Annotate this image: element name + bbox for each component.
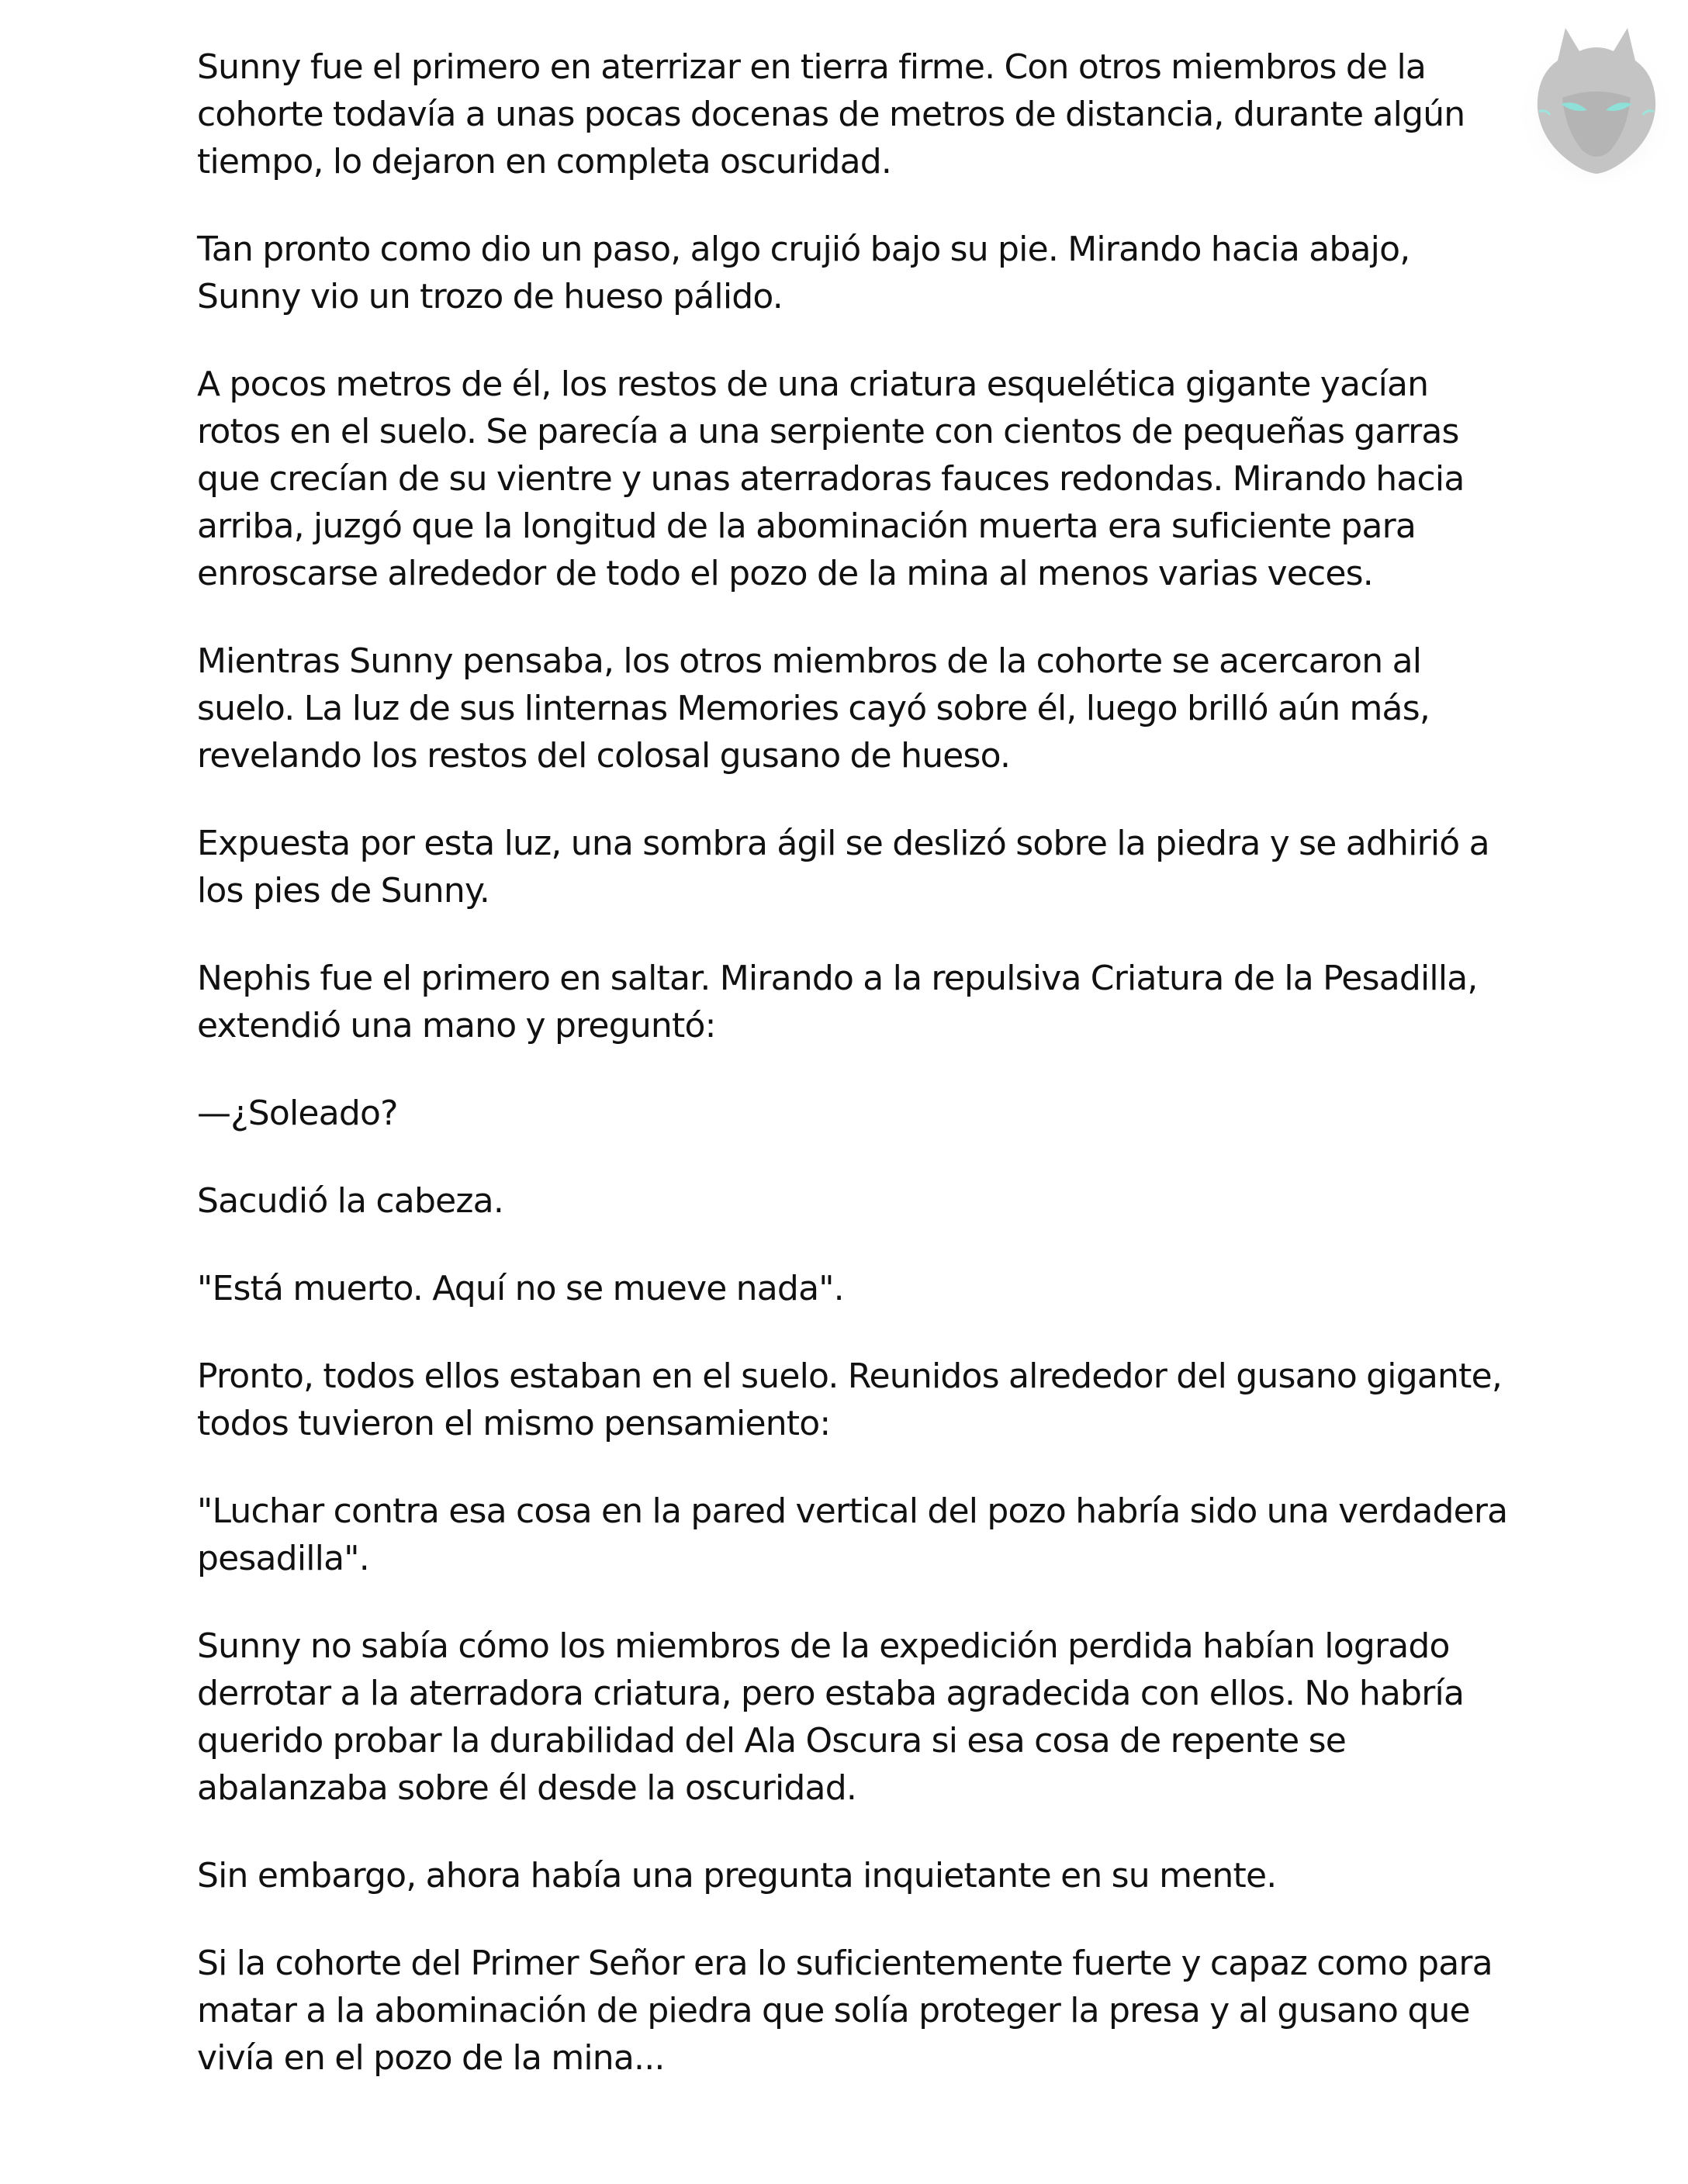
- paragraph: Si la cohorte del Primer Señor era lo suficientemente fuerte y capaz como para matar a la abominación de piedra que solía proteger la presa y al gusano que vivía en el pozo de la mina...: [197, 1944, 1493, 2078]
- paragraph: Mientras Sunny pensaba, los otros miembros de la cohorte se acercaron al suelo. La luz de sus linternas Memories cayó sobre él, luego brilló aún más, revelando los restos del colosal gusano de hueso.: [197, 641, 1430, 776]
- demon-head-icon: [1519, 14, 1674, 185]
- paragraph: Sin embargo, ahora había una pregunta inquietante en su mente.: [197, 1856, 1277, 1895]
- demon-head-watermark-icon: [1519, 14, 1674, 185]
- paragraph: Expuesta por esta luz, una sombra ágil se deslizó sobre la piedra y se adhirió a los pies de Sunny.: [197, 824, 1489, 911]
- paragraph: —¿Soleado?: [197, 1094, 398, 1133]
- document-body: [197, 43, 1516, 2122]
- paragraph: Sunny no sabía cómo los miembros de la expedición perdida habían logrado derrotar a la aterradora criatura, pero estaba agradecida con ellos. No habría querido probar la durabilidad del Ala Oscura si esa cosa de repente se abalanzaba sobre él desde la oscuridad.: [197, 1626, 1465, 1808]
- paragraph: A pocos metros de él, los restos de una criatura esquelética gigante yacían rotos en el suelo. Se parecía a una serpiente con cientos de pequeñas garras que crecían de su vientre y unas aterradoras fauces redondas. Mirando hacia arriba, juzgó que la longitud de la abominación muerta era suficiente para enroscarse alrededor de todo el pozo de la mina al menos varias veces.: [197, 365, 1465, 593]
- paragraph: Tan pronto como dio un paso, algo crujió bajo su pie. Mirando hacia abajo, Sunny vio un trozo de hueso pálido.: [197, 230, 1410, 316]
- paragraph: Sunny fue el primero en aterrizar en tierra firme. Con otros miembros de la cohorte todavía a unas pocas docenas de metros de distancia, durante algún tiempo, lo dejaron en completa oscuridad.: [197, 47, 1465, 181]
- paragraph: "Luchar contra esa cosa en la pared vertical del pozo habría sido una verdadera pesadilla".: [197, 1491, 1508, 1578]
- paragraph: "Está muerto. Aquí no se mueve nada".: [197, 1269, 844, 1308]
- paragraph: Nephis fue el primero en saltar. Mirando a la repulsiva Criatura de la Pesadilla, extendió una mano y preguntó:: [197, 959, 1478, 1045]
- paragraph: Sacudió la cabeza.: [197, 1181, 504, 1221]
- paragraph: Pronto, todos ellos estaban en el suelo. Reunidos alrededor del gusano gigante, todos tuvieron el mismo pensamiento:: [197, 1356, 1503, 1443]
